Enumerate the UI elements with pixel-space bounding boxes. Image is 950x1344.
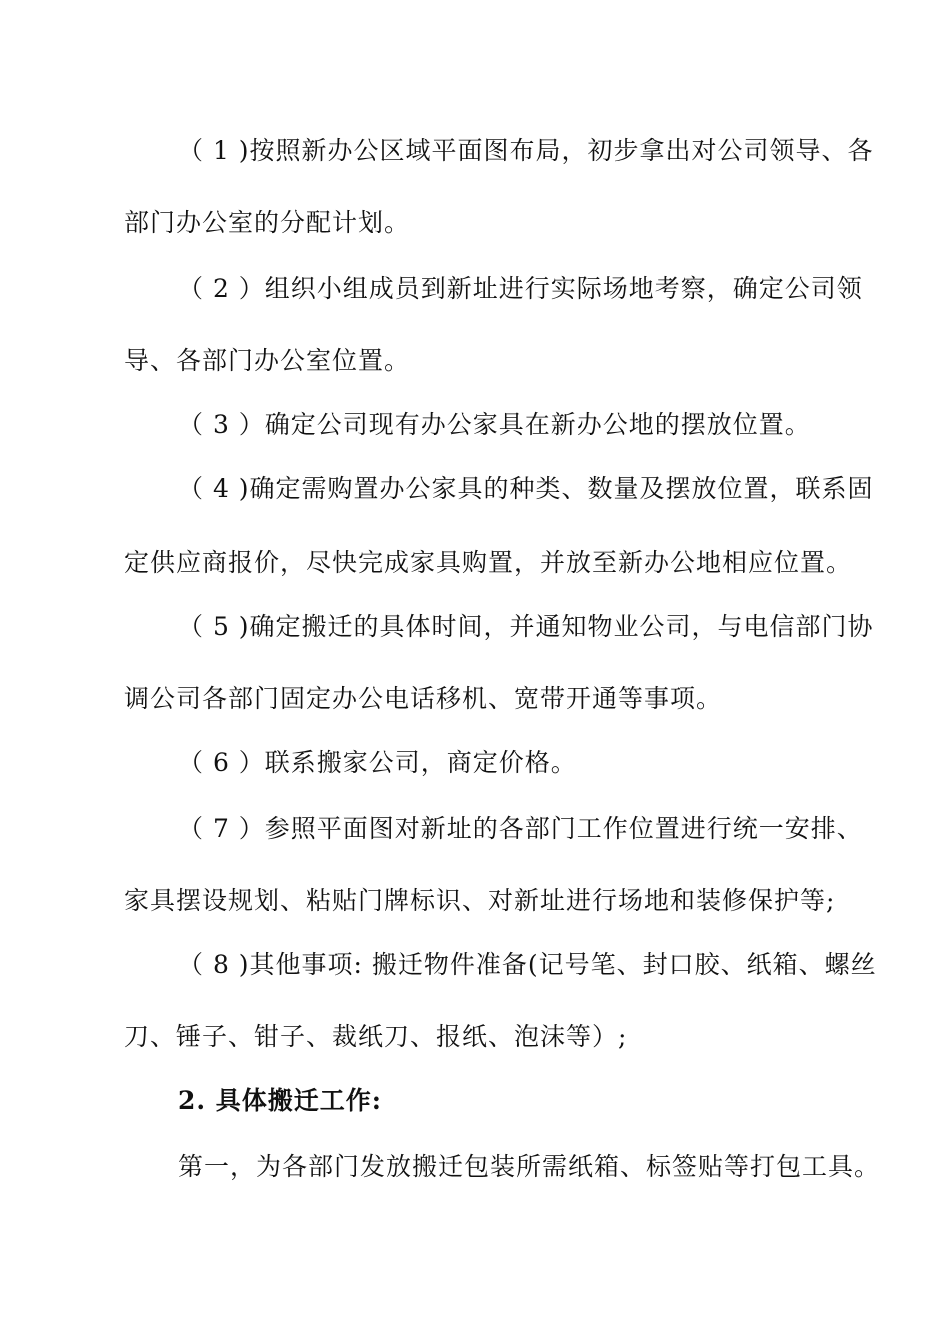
item-5-line-1: （ 5 )确定搬迁的具体时间，并通知物业公司，与电信部门协 — [178, 612, 874, 641]
item-1-line-1: （ 1 )按照新办公区域平面图布局，初步拿出对公司领导、各 — [178, 136, 874, 165]
item-7-line-1: （ 7 ）参照平面图对新址的各部门工作位置进行统一安排、 — [178, 814, 863, 843]
item-8-line-2: 刀、锤子、钳子、裁纸刀、报纸、泡沫等）; — [124, 1022, 628, 1051]
section-heading: 2. 具体搬迁工作: — [178, 1086, 383, 1115]
item-4-line-2: 定供应商报价，尽快完成家具购置，并放至新办公地相应位置。 — [124, 548, 853, 577]
item-3-line-1: （ 3 ）确定公司现有办公家具在新办公地的摆放位置。 — [178, 410, 811, 439]
item-2-line-1: （ 2 ）组织小组成员到新址进行实际场地考察，确定公司领 — [178, 274, 863, 303]
item-2-line-2: 导、各部门办公室位置。 — [124, 346, 411, 375]
item-7-line-2: 家具摆设规划、粘贴门牌标识、对新址进行场地和装修保护等; — [124, 886, 836, 915]
item-6-line-1: （ 6 ）联系搬家公司，商定价格。 — [178, 748, 577, 777]
item-5-line-2: 调公司各部门固定办公电话移机、宽带开通等事项。 — [124, 684, 723, 713]
item-4-line-1: （ 4 )确定需购置办公家具的种类、数量及摆放位置，联系固 — [178, 474, 874, 503]
item-1-line-2: 部门办公室的分配计划。 — [124, 208, 411, 237]
final-paragraph: 第一，为各部门发放搬迁包装所需纸箱、标签贴等打包工具。 — [178, 1152, 881, 1181]
item-8-line-1: （ 8 )其他事项: 搬迁物件准备(记号笔、封口胶、纸箱、螺丝 — [178, 950, 877, 979]
